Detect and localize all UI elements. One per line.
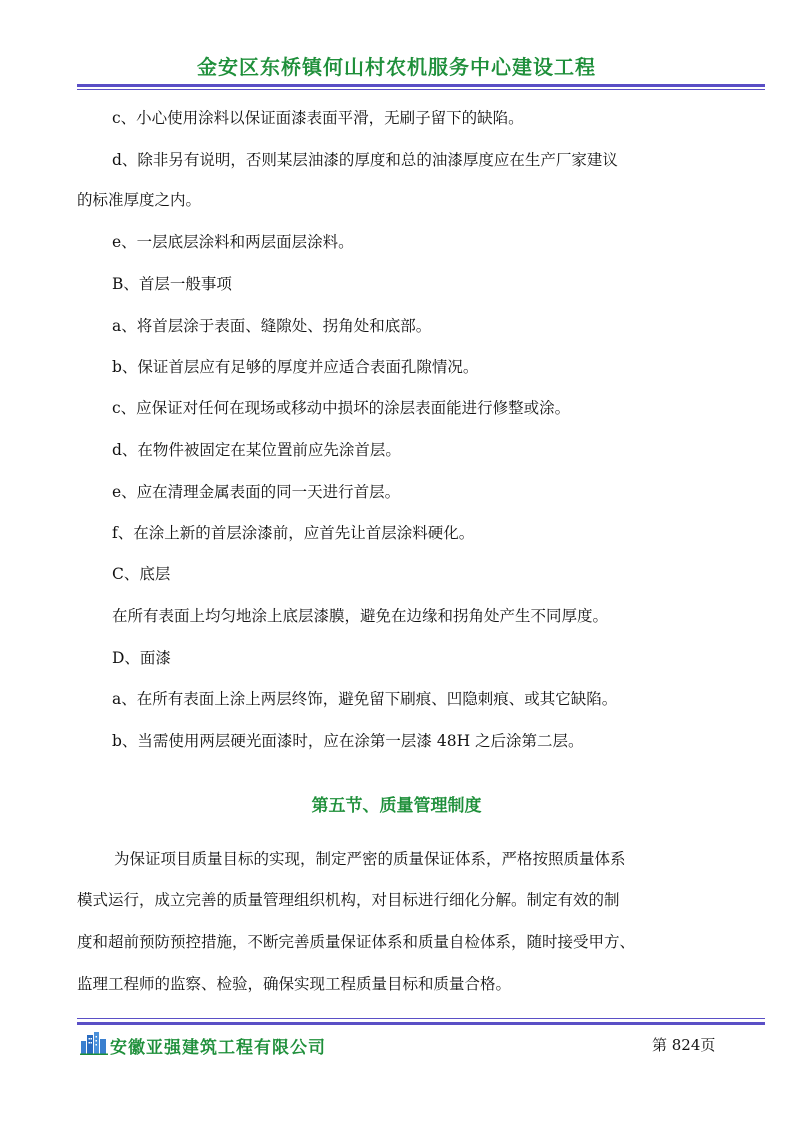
body-line: c、小心使用涂料以保证面漆表面平滑，无刷子留下的缺陷。 bbox=[112, 109, 524, 127]
footer-page-number: 第 824页 bbox=[652, 1036, 716, 1054]
body-line: 在所有表面上均匀地涂上底层漆膜，避免在边缘和拐角处产生不同厚度。 bbox=[112, 607, 609, 625]
body-line: C、底层 bbox=[112, 565, 171, 583]
body-line: a、在所有表面上涂上两层终饰，避免留下刷痕、凹隐刺痕、或其它缺陷。 bbox=[112, 690, 618, 708]
body-line: a、将首层涂于表面、缝隙处、拐角处和底部。 bbox=[112, 317, 432, 335]
body-line: e、应在清理金属表面的同一天进行首层。 bbox=[112, 483, 401, 501]
body-line: D、面漆 bbox=[112, 649, 171, 667]
body-line: f、在涂上新的首层涂漆前，应首先让首层涂料硬化。 bbox=[112, 524, 475, 542]
body-line: e、一层底层涂料和两层面层涂料。 bbox=[112, 233, 354, 251]
paragraph-line: 模式运行，成立完善的质量管理组织机构，对目标进行细化分解。制定有效的制 bbox=[77, 891, 620, 909]
footer-company-name: 安徽亚强建筑工程有限公司 bbox=[110, 1038, 326, 1058]
body-line: B、首层一般事项 bbox=[112, 275, 232, 293]
header-title: 金安区东桥镇何山村农机服务中心建设工程 bbox=[197, 55, 596, 79]
body-line: 的标准厚度之内。 bbox=[77, 191, 202, 209]
paragraph-line: 为保证项目质量目标的实现，制定严密的质量保证体系，严格按照质量体系 bbox=[114, 850, 626, 868]
header-rule-thin bbox=[77, 89, 765, 90]
body-line: c、应保证对任何在现场或移动中损坏的涂层表面能进行修整或涂。 bbox=[112, 399, 571, 417]
header-rule-thick bbox=[77, 84, 765, 87]
footer-rule-thick bbox=[77, 1022, 765, 1025]
body-line: b、保证首层应有足够的厚度并应适合表面孔隙情况。 bbox=[112, 358, 479, 376]
section-title: 第五节、质量管理制度 bbox=[311, 796, 482, 816]
footer-rule-thin bbox=[77, 1018, 765, 1019]
paragraph-line: 监理工程师的监察、检验，确保实现工程质量目标和质量合格。 bbox=[77, 975, 512, 993]
body-line: b、当需使用两层硬光面漆时，应在涂第一层漆 48H 之后涂第二层。 bbox=[112, 732, 584, 750]
building-logo-icon bbox=[80, 1031, 108, 1055]
body-line: d、除非另有说明，否则某层油漆的厚度和总的油漆厚度应在生产厂家建议 bbox=[112, 151, 618, 169]
body-line: d、在物件被固定在某位置前应先涂首层。 bbox=[112, 441, 401, 459]
paragraph-line: 度和超前预防预控措施，不断完善质量保证体系和质量自检体系，随时接受甲方、 bbox=[77, 933, 636, 951]
